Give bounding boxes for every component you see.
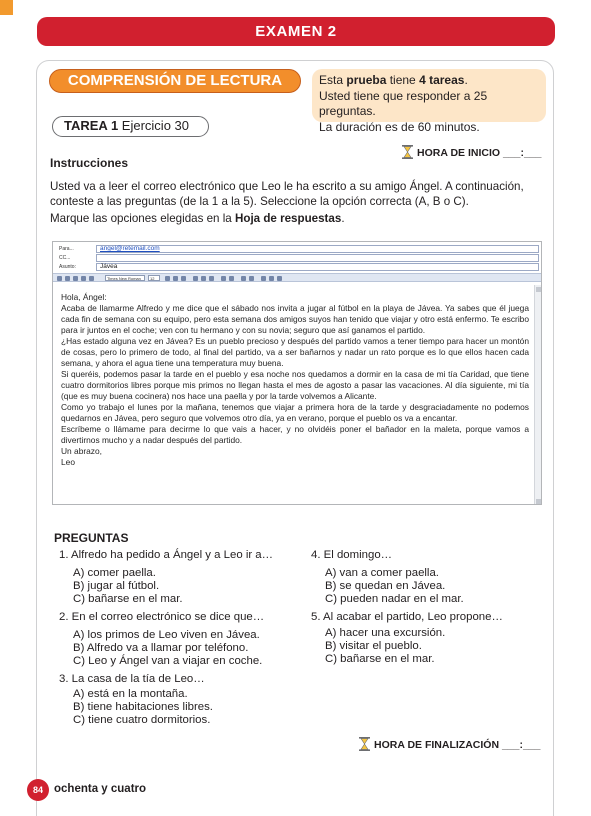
page-number-words: ochenta y cuatro [54,783,147,795]
to-field[interactable] [96,245,539,253]
instructions-text [50,179,545,209]
email-body[interactable] [61,292,529,468]
question-4: 4. El domingo… [311,549,393,561]
info-text: Esta [319,73,347,87]
questions-title: PREGUNTAS [54,531,129,545]
email-window [52,241,542,505]
email-closing: Un abrazo, [61,446,102,456]
section-title: COMPRENSIÓN DE LECTURA [49,69,301,93]
answer-option[interactable]: A) está en la montaña. [73,688,188,700]
end-time-label: HORA DE FINALIZACIÓN ___:___ [374,739,541,751]
info-line-2: Usted tiene que responder a 25 preguntas. [319,88,488,118]
email-paragraph: ¿Has estado alguna vez en Jávea? Es un pueblo precioso y después del partido vamos a tener tiempo para hacer un montón de cosas, pero lo primero de todo, al final del partido, va a ser bañarnos y nadar un rato porque es lo que ellos hacen cada semana, y ahora el agua tiene una temperatura muy buena. [61,336,529,368]
instructions-title: Instrucciones [50,156,129,170]
list-icon[interactable] [221,276,226,281]
font-size-select[interactable]: 12 [148,275,160,281]
start-time-label: HORA DE INICIO ___:___ [417,147,542,159]
answer-option[interactable]: C) Leo y Ángel van a viajar en coche. [73,655,263,667]
page-number: 84 [27,779,49,801]
questions-right-column [311,549,541,669]
bold-icon[interactable] [165,276,170,281]
email-subject-row [53,263,542,271]
answer-option[interactable]: B) se quedan en Jávea. [325,580,446,592]
image-icon[interactable] [269,276,274,281]
hourglass-icon [359,737,370,751]
cc-label: CC... [59,255,71,261]
start-time [402,145,541,159]
answer-option[interactable]: A) los primos de Leo viven en Jávea. [73,629,260,641]
subject-field[interactable] [96,263,539,271]
instructions-mark-end: . [341,212,345,225]
link-icon[interactable] [261,276,266,281]
scroll-down-arrow-icon[interactable] [536,499,541,504]
italic-icon[interactable] [173,276,178,281]
format-toolbar [53,273,542,282]
info-bold-prueba: prueba [346,73,387,87]
info-text: . [464,73,468,87]
copy-icon[interactable] [81,276,86,281]
email-cc-row [53,254,542,262]
email-to-row [53,245,542,253]
cc-field[interactable] [96,254,539,262]
email-paragraph: Si queréis, podemos pasar la tarde en el pueblo y esa noche nos quedamos a dormir en la casa de mi tía Caridad, que tiene cuatro dormitorios libres porque mis primos no llegan hasta el mes de agosto a pasar las vacaciones. Al día siguiente, mi tía (que es muy buena cocinera) nos hace una paella y por la tarde volvemos a Alicante. [61,369,529,401]
color-icon[interactable] [277,276,282,281]
answer-option[interactable]: C) pueden nadar en el mar. [325,593,464,605]
font-select[interactable]: Times New Roman [105,275,145,281]
align-left-icon[interactable] [193,276,198,281]
exercise-number: Ejercicio 30 [121,118,189,133]
email-paragraph: Acaba de llamarme Alfredo y me dice que el sábado nos invita a jugar al fútbol en la playa de Jávea. Ya sabes que él juega cada fin de semana con su equipo, pero esta semana dos amigos suyos han tenido que viajar y otro está enfermo. Te escribo para ir juntos en el coche; ven con tu hermano y con su novia; seguro que así ganamos el partido. [61,303,529,335]
numbered-list-icon[interactable] [229,276,234,281]
answer-option[interactable]: C) bañarse en el mar. [73,593,183,605]
align-center-icon[interactable] [201,276,206,281]
email-signature: Leo [61,457,75,467]
questions-left-column [59,549,299,729]
task-label [52,116,209,137]
to-value: angel@retemail.com [100,245,160,252]
answer-option[interactable]: A) hacer una excursión. [325,627,446,639]
answer-option[interactable]: B) jugar al fútbol. [73,580,160,592]
indent-icon[interactable] [241,276,246,281]
hourglass-icon [402,145,413,159]
info-line-3: La duración es de 60 minutos. [319,119,480,134]
question-1: 1. Alfredo ha pedido a Ángel y a Leo ir a… [59,549,274,561]
underline-icon[interactable] [181,276,186,281]
answer-option[interactable]: B) tiene habitaciones libres. [73,701,213,713]
corner-mark [0,0,13,15]
answer-option[interactable]: A) comer paella. [73,567,156,579]
question-2: 2. En el correo electrónico se dice que… [59,611,265,623]
save-icon[interactable] [65,276,70,281]
end-time [359,737,540,751]
email-scrollbar[interactable] [534,285,541,505]
align-right-icon[interactable] [209,276,214,281]
outdent-icon[interactable] [249,276,254,281]
email-paragraph: Escríbeme o llámame para decirme lo que vais a hacer, y no olvidéis poner el bañador en la maleta, porque vamos a divertirnos mucho y a nadar después del partido. [61,424,529,445]
answer-option[interactable]: C) bañarse en el mar. [325,653,435,665]
subject-value: Jávea [100,263,118,270]
subject-label: Asunto: [59,264,76,270]
question-5: 5. Al acabar el partido, Leo propone… [311,611,503,623]
info-text: tiene [386,73,420,87]
answer-option[interactable]: A) van a comer paella. [325,567,439,579]
info-box [312,69,546,134]
task-number: TAREA 1 [64,118,119,133]
answer-sheet-label: Hoja de respuestas [234,212,342,225]
instructions-paragraph: Usted va a leer el correo electrónico que Leo le ha escrito a su amigo Ángel. A continuación, conteste a las preguntas (de la 1 a la 5). Seleccione la opción correcta (A, B o C). [50,180,524,208]
answer-option[interactable]: B) visitar el pueblo. [325,640,422,652]
question-3: 3. La casa de la tía de Leo… [59,673,205,685]
attach-icon[interactable] [57,276,62,281]
instructions-mark-text: Marque las opciones elegidas en la [50,212,235,225]
exam-title-banner: EXAMEN 2 [37,17,555,46]
info-line-1 [319,73,546,89]
answer-option[interactable]: B) Alfredo va a llamar por teléfono. [73,642,249,654]
email-greeting: Hola, Ángel: [61,292,107,302]
to-label: Para... [59,246,74,252]
email-paragraph: Como yo trabajo el lunes por la mañana, tenemos que viajar a primera hora de la tarde y desgraciadamente no podemos quedarnos en Jávea, pero seguro que volvemos otro día, ya en verano, porque el pueblo os va a encantar. [61,402,529,423]
cut-icon[interactable] [73,276,78,281]
answer-option[interactable]: C) tiene cuatro dormitorios. [73,714,211,726]
instructions-mark [50,212,345,225]
info-bold-tareas: 4 tareas [419,73,465,87]
scroll-up-arrow-icon[interactable] [536,287,541,292]
paste-icon[interactable] [89,276,94,281]
